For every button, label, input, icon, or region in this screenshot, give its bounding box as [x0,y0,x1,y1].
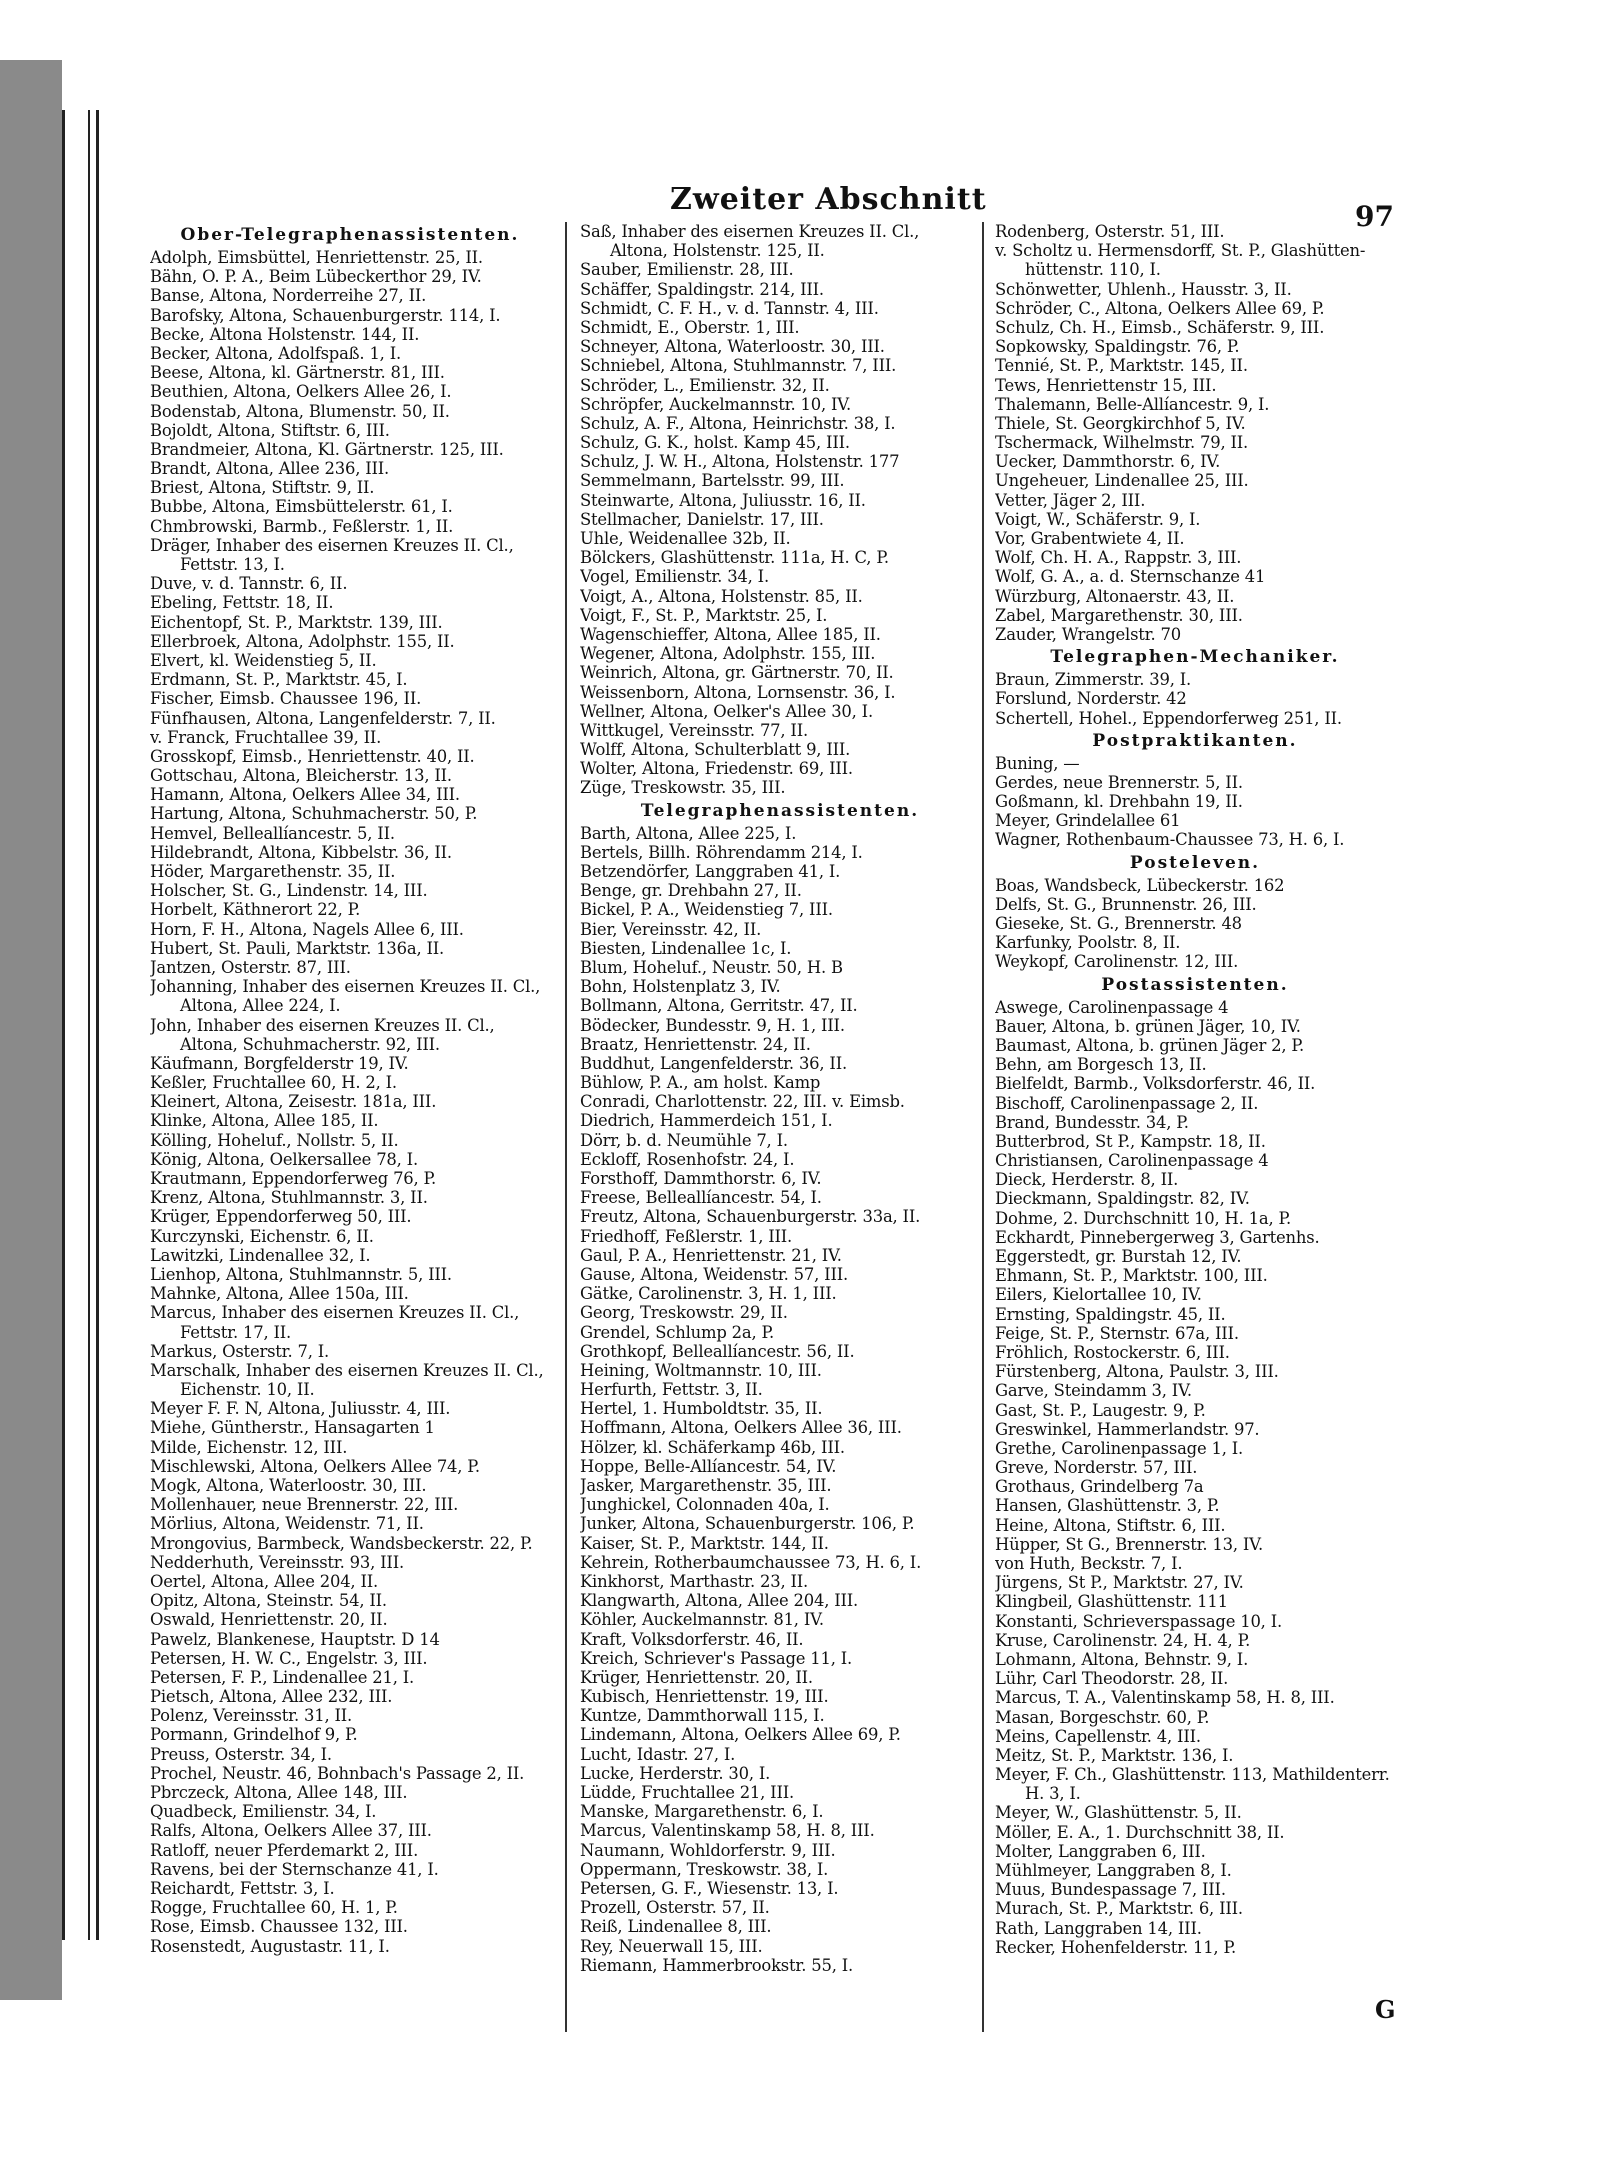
directory-entry: Meitz, St. P., Marktstr. 136, I. [995,1745,1234,1765]
directory-entry: Züge, Treskowstr. 35, III. [580,778,786,798]
directory-entry: Polenz, Vereinsstr. 31, II. [150,1706,353,1726]
directory-entry: Hertel, 1. Humboldtstr. 35, II. [580,1399,823,1419]
directory-entry: Ravens, bei der Sternschanze 41, I. [150,1859,439,1879]
directory-entry: Christiansen, Carolinenpassage 4 [995,1151,1269,1171]
directory-entry: Kreich, Schriever's Passage 11, I. [580,1648,853,1668]
directory-entry: Zauder, Wrangelstr. 70 [995,624,1181,644]
directory-entry: Kaiser, St. P., Marktstr. 144, II. [580,1533,829,1553]
directory-entry: Gast, St. P., Laugestr. 9, P. [995,1400,1206,1420]
directory-entry: v. Scholtz u. Hermensdorff, St. P., Glashütten- [995,241,1366,261]
directory-column-2 [580,222,980,1975]
directory-entry: Braun, Zimmerstr. 39, I. [995,670,1192,690]
page-title: Zweiter Abschnitt [670,182,987,217]
directory-entry: Eilers, Kielortallee 10, IV. [995,1285,1202,1305]
directory-entry: Mühlmeyer, Langgraben 8, I. [995,1861,1232,1880]
directory-entry: Bodenstab, Altona, Blumenstr. 50, II. [150,401,450,421]
directory-entry: Wolff, Altona, Schulterblatt 9, III. [580,740,851,760]
directory-entry: Markus, Osterstr. 7, I. [150,1341,330,1361]
directory-entry: Wagenschieffer, Altona, Allee 185, II. [580,624,881,644]
directory-entry: Klangwarth, Altona, Allee 204, III. [580,1591,859,1611]
directory-entry: Fürstenberg, Altona, Paulstr. 3, III. [995,1362,1279,1382]
directory-entry: Ehmann, St. P., Marktstr. 100, III. [995,1266,1268,1286]
section-heading: Postassistenten. [1101,974,1289,995]
directory-entry: Schertell, Hohel., Eppendorferweg 251, II. [995,708,1342,728]
directory-entry: Brand, Bundesstr. 34, P. [995,1112,1189,1132]
directory-entry: Jantzen, Osterstr. 87, III. [150,957,351,977]
directory-entry: Barth, Altona, Allee 225, I. [580,823,797,843]
directory-entry: Horn, F. H., Altona, Nagels Allee 6, III. [150,919,464,939]
directory-entry: Bier, Vereinsstr. 42, II. [580,919,762,939]
directory-entry: König, Altona, Oelkersallee 78, I. [150,1149,418,1169]
directory-entry: Diedrich, Hammerdeich 151, I. [580,1111,833,1131]
directory-entry: Thiele, St. Georgkirchhof 5, IV. [995,413,1246,433]
directory-entry: Delfs, St. G., Brunnenstr. 26, III. [995,894,1257,914]
entry-continuation: Altona, Allee 224, I. [180,996,341,1016]
directory-entry: Gerdes, neue Brennerstr. 5, II. [995,772,1243,792]
directory-entry: Mahnke, Altona, Allee 150a, III. [150,1284,409,1304]
directory-entry: Beuthien, Altona, Oelkers Allee 26, I. [150,382,452,402]
directory-entry: Kuntze, Dammthorwall 115, I. [580,1706,825,1726]
directory-entry: Riemann, Hammerbrookstr. 55, I. [580,1955,854,1975]
directory-entry: Petersen, H. W. C., Engelstr. 3, III. [150,1648,428,1668]
directory-entry: Murach, St. P., Marktstr. 6, III. [995,1899,1243,1919]
directory-entry: Grendel, Schlump 2a, P. [580,1322,774,1342]
directory-entry: Zabel, Margarethenstr. 30, III. [995,605,1243,625]
column-divider [982,222,984,2032]
directory-entry: Hoffmann, Altona, Oelkers Allee 36, III. [580,1418,902,1438]
directory-entry: Beese, Altona, kl. Gärtnerstr. 81, III. [150,363,445,383]
directory-entry: Kleinert, Altona, Zeisestr. 181a, III. [150,1092,437,1112]
directory-entry: Wolf, G. A., a. d. Sternschanze 41 [995,567,1266,587]
directory-entry: Vogel, Emilienstr. 34, I. [580,567,769,587]
directory-entry: Butterbrod, St P., Kampstr. 18, II. [995,1131,1266,1151]
directory-entry: Recker, Hohenfelderstr. 11, P. [995,1937,1236,1957]
directory-entry: Forslund, Norderstr. 42 [995,689,1187,709]
directory-entry: Hemvel, Belleallíancestr. 5, II. [150,823,395,843]
entry-continuation: Altona, Schuhmacherstr. 92, III. [180,1034,440,1054]
directory-entry: Brandt, Altona, Allee 236, III. [150,459,390,479]
directory-entry: Marcus, Inhaber des eisernen Kreuzes II. Cl., [150,1303,520,1323]
directory-entry: Grethe, Carolinenpassage 1, I. [995,1438,1243,1458]
directory-entry: Grosskopf, Eimsb., Henriettenstr. 40, II. [150,746,475,766]
directory-entry: von Huth, Beckstr. 7, I. [995,1554,1183,1573]
directory-entry: Lüdde, Fruchtallee 21, III. [580,1783,795,1802]
directory-entry: v. Franck, Fruchtallee 39, II. [150,727,382,747]
directory-entry: Krüger, Henriettenstr. 20, II. [580,1667,813,1687]
entry-continuation: Fettstr. 13, I. [180,555,285,574]
directory-entry: Schröder, L., Emilienstr. 32, II. [580,375,830,395]
directory-entry: Conradi, Charlottenstr. 22, III. v. Eimsb. [580,1092,905,1112]
directory-entry: Pawelz, Blankenese, Hauptstr. D 14 [150,1629,440,1649]
directory-entry: Dräger, Inhaber des eisernen Kreuzes II. Cl., [150,535,514,555]
directory-entry: Ralfs, Altona, Oelkers Allee 37, III. [150,1821,432,1841]
directory-entry: Rey, Neuerwall 15, III. [580,1936,763,1956]
directory-entry: Schmidt, E., Oberstr. 1, III. [580,317,800,337]
directory-entry: Semmelmann, Bartelsstr. 99, III. [580,471,845,491]
directory-entry: Reichardt, Fettstr. 3, I. [150,1878,335,1898]
directory-entry: Vor, Grabentwiete 4, II. [995,529,1185,548]
page-number: 97 [1355,200,1394,233]
printer-signature-mark: G [1375,1995,1396,2024]
directory-entry: Eggerstedt, gr. Burstah 12, IV. [995,1247,1242,1266]
entry-continuation: hüttenstr. 110, I. [1025,260,1161,280]
directory-entry: Schniebel, Altona, Stuhlmannstr. 7, III. [580,356,897,376]
directory-entry: Bojoldt, Altona, Stiftstr. 6, III. [150,420,390,440]
directory-entry: Friedhoff, Feßlerstr. 1, III. [580,1226,793,1246]
directory-entry: Greve, Norderstr. 57, III. [995,1458,1198,1478]
directory-entry: Fischer, Eimsb. Chaussee 196, II. [150,689,422,709]
directory-entry: Hartung, Altona, Schuhmacherstr. 50, P. [150,804,478,824]
directory-entry: Mogk, Altona, Waterloostr. 30, III. [150,1476,427,1495]
directory-entry: Vetter, Jäger 2, III. [995,490,1146,510]
directory-entry: Opitz, Altona, Steinstr. 54, II. [150,1591,387,1611]
gutter-edge-line [88,110,90,1940]
directory-entry: John, Inhaber des eisernen Kreuzes II. Cl., [150,1015,495,1035]
directory-entry: Bohn, Holstenplatz 3, IV. [580,977,781,997]
directory-entry: Ungeheuer, Lindenallee 25, III. [995,471,1249,491]
directory-entry: Käufmann, Borgfelderstr 19, IV. [150,1053,409,1073]
directory-entry: Hölzer, kl. Schäferkamp 46b, III. [580,1437,845,1457]
directory-entry: Wittkugel, Vereinsstr. 77, II. [580,720,808,740]
column-divider [565,222,567,2032]
directory-entry: Meyer, Grindelallee 61 [995,811,1181,831]
directory-entry: Mrongovius, Barmbeck, Wandsbeckerstr. 22, P. [150,1533,533,1553]
directory-entry: Meyer, W., Glashüttenstr. 5, II. [995,1803,1242,1823]
directory-entry: Briest, Altona, Stiftstr. 9, II. [150,478,375,498]
directory-entry: Schulz, J. W. H., Altona, Holstenstr. 177 [580,452,900,472]
directory-entry: Horbelt, Käthnerort 22, P. [150,900,361,920]
directory-entry: Bischoff, Carolinenpassage 2, II. [995,1093,1259,1113]
directory-entry: Hüpper, St G., Brennerstr. 13, IV. [995,1534,1263,1554]
directory-entry: Miehe, Güntherstr., Hansagarten 1 [150,1418,435,1438]
directory-entry: Dohme, 2. Durchschnitt 10, H. 1a, P. [995,1208,1292,1228]
directory-entry: Uhle, Weidenallee 32b, II. [580,529,791,548]
directory-entry: Sauber, Emilienstr. 28, III. [580,260,794,280]
directory-entry: Herfurth, Fettstr. 3, II. [580,1380,763,1400]
directory-entry: Becke, Altona Holstenstr. 144, II. [150,324,420,344]
entry-continuation: H. 3, I. [1025,1784,1081,1804]
directory-entry: Jasker, Margarethenstr. 35, III. [580,1476,832,1495]
directory-entry: Wagner, Rothenbaum-Chaussee 73, H. 6, I. [995,830,1345,850]
directory-entry: Baumast, Altona, b. grünen Jäger 2, P. [995,1035,1304,1055]
directory-entry: Schröder, C., Altona, Oelkers Allee 69, P. [995,298,1325,318]
directory-entry: Krenz, Altona, Stuhlmannstr. 3, II. [150,1188,428,1208]
directory-entry: Lucke, Herderstr. 30, I. [580,1763,771,1783]
directory-entry: Tews, Henriettenstr 15, III. [995,375,1217,395]
directory-entry: Wolf, Ch. H. A., Rappstr. 3, III. [995,548,1242,568]
directory-entry: Rosenstedt, Augustastr. 11, I. [150,1936,390,1956]
directory-entry: Bickel, P. A., Weidenstieg 7, III. [580,900,833,920]
directory-entry: Lindemann, Altona, Oelkers Allee 69, P. [580,1725,901,1745]
directory-entry: Lohmann, Altona, Behnstr. 9, I. [995,1649,1249,1669]
directory-entry: Kinkhorst, Marthastr. 23, II. [580,1571,809,1591]
directory-entry: Hildebrandt, Altona, Kibbelstr. 36, II. [150,842,452,862]
directory-entry: Rogge, Fruchtallee 60, H. 1, P. [150,1898,398,1918]
directory-entry: Oppermann, Treskowstr. 38, I. [580,1859,829,1879]
directory-entry: Chmbrowski, Barmb., Feßlerstr. 1, II. [150,516,454,536]
directory-entry: Junghickel, Colonnaden 40a, I. [580,1495,830,1515]
directory-entry: Voigt, A., Altona, Holstenstr. 85, II. [580,586,863,606]
directory-entry: Tennié, St. P., Marktstr. 145, II. [995,356,1248,376]
directory-entry: Kurczynski, Eichenstr. 6, II. [150,1226,374,1246]
directory-entry: Schröpfer, Auckelmannstr. 10, IV. [580,394,852,414]
directory-entry: Oswald, Henriettenstr. 20, II. [150,1610,388,1630]
directory-entry: Kruse, Carolinenstr. 24, H. 4, P. [995,1630,1251,1650]
directory-entry: Sopkowsky, Spaldingstr. 76, P. [995,337,1240,357]
directory-entry: Rath, Langgraben 14, III. [995,1918,1202,1938]
directory-entry: Krautmann, Eppendorferweg 76, P. [150,1169,437,1188]
directory-entry: Molter, Langgraben 6, III. [995,1841,1206,1861]
directory-entry: Hoppe, Belle-Allíancestr. 54, IV. [580,1456,837,1476]
directory-entry: Schmidt, C. F. H., v. d. Tannstr. 4, III. [580,298,879,318]
directory-entry: Lucht, Idastr. 27, I. [580,1744,736,1764]
directory-entry: Marcus, Valentinskamp 58, H. 8, III. [580,1821,875,1841]
directory-entry: Fröhlich, Rostockerstr. 6, III. [995,1342,1230,1362]
directory-page [150,170,1400,2070]
directory-entry: Ebeling, Fettstr. 18, II. [150,593,334,613]
directory-entry: Mollenhauer, neue Brennerstr. 22, III. [150,1495,459,1515]
directory-entry: Wolter, Altona, Friedenstr. 69, III. [580,759,853,779]
directory-entry: Blum, Hoheluf., Neustr. 50, H. B [580,957,843,977]
directory-entry: Goßmann, kl. Drehbahn 19, II. [995,792,1243,812]
directory-entry: Hansen, Glashüttenstr. 3, P. [995,1496,1220,1516]
directory-entry: Meyer, F. Ch., Glashüttenstr. 113, Mathildenterr. [995,1765,1390,1785]
directory-entry: Uecker, Dammthorstr. 6, IV. [995,452,1221,472]
directory-entry: Bertels, Billh. Röhrendamm 214, I. [580,842,863,862]
directory-entry: Kehrein, Rotherbaumchaussee 73, H. 6, I. [580,1552,922,1572]
directory-entry: Nedderhuth, Vereinsstr. 93, III. [150,1552,404,1572]
directory-entry: Bähn, O. P. A., Beim Lübeckerthor 29, IV. [150,267,482,287]
directory-entry: Benge, gr. Drehbahn 27, II. [580,881,802,901]
directory-entry: Pbrczeck, Altona, Allee 148, III. [150,1783,408,1802]
directory-column-3 [995,222,1395,1957]
directory-entry: Heining, Woltmannstr. 10, III. [580,1360,822,1380]
directory-entry: Bauer, Altona, b. grünen Jäger, 10, IV. [995,1016,1301,1036]
directory-entry: Voigt, W., Schäferstr. 9, I. [995,509,1201,529]
directory-entry: Banse, Altona, Norderreihe 27, II. [150,286,427,306]
directory-entry: Lühr, Carl Theodorstr. 28, II. [995,1669,1229,1689]
directory-entry: Aswege, Carolinenpassage 4 [995,997,1229,1017]
directory-entry: Mischlewski, Altona, Oelkers Allee 74, P. [150,1456,480,1476]
directory-entry: Becker, Altona, Adolfspaß. 1, I. [150,343,401,363]
section-heading: Telegraphen-Mechaniker. [1050,647,1340,668]
directory-entry: Freese, Belleallíancestr. 54, I. [580,1188,822,1208]
directory-entry: Eckloff, Rosenhofstr. 24, I. [580,1149,795,1169]
directory-entry: Braatz, Henriettenstr. 24, II. [580,1034,811,1054]
directory-entry: Weinrich, Altona, gr. Gärtnerstr. 70, II. [580,663,894,683]
directory-entry: Petersen, F. P., Lindenallee 21, I. [150,1667,415,1687]
directory-entry: Kraft, Volksdorferstr. 46, II. [580,1629,804,1649]
directory-entry: Buddhut, Langenfelderstr. 36, II. [580,1053,847,1073]
directory-entry: Eckhardt, Pinnebergerweg 3, Gartenhs. [995,1227,1320,1247]
directory-entry: Krüger, Eppendorferweg 50, III. [150,1207,412,1227]
entry-continuation: Fettstr. 17, II. [180,1322,292,1342]
directory-entry: Klingbeil, Glashüttenstr. 111 [995,1592,1228,1612]
directory-entry: Tschermack, Wilhelmstr. 79, II. [995,433,1249,453]
directory-entry: Muus, Bundespassage 7, III. [995,1880,1226,1900]
directory-entry: Schneyer, Altona, Waterloostr. 30, III. [580,337,885,357]
directory-entry: Grothaus, Grindelberg 7a [995,1477,1204,1497]
directory-entry: Gieseke, St. G., Brennerstr. 48 [995,914,1242,933]
directory-entry: Grothkopf, Belleallíancestr. 56, II. [580,1341,855,1361]
directory-entry: Bölckers, Glashüttenstr. 111a, H. C, P. [580,548,889,568]
directory-entry: Bühlow, P. A., am holst. Kamp [580,1073,821,1093]
directory-entry: Elvert, kl. Weidenstieg 5, II. [150,650,377,670]
directory-entry: Garve, Steindamm 3, IV. [995,1381,1192,1401]
directory-entry: Buning, — [995,753,1080,773]
directory-entry: Würzburg, Altonaerstr. 43, II. [995,586,1235,606]
directory-entry: Marcus, T. A., Valentinskamp 58, H. 8, III. [995,1688,1335,1708]
binding-gutter [0,60,62,2000]
directory-entry: Bödecker, Bundesstr. 9, H. 1, III. [580,1015,845,1035]
directory-entry: Mörlius, Altona, Weidenstr. 71, II. [150,1514,424,1534]
directory-entry: Saß, Inhaber des eisernen Kreuzes II. Cl., [580,222,920,241]
directory-entry: Konstanti, Schrieverspassage 10, I. [995,1611,1282,1631]
directory-entry: Gaul, P. A., Henriettenstr. 21, IV. [580,1245,842,1265]
directory-entry: Dörr, b. d. Neumühle 7, I. [580,1130,788,1150]
directory-entry: Bubbe, Altona, Eimsbüttelerstr. 61, I. [150,497,453,517]
directory-entry: Milde, Eichenstr. 12, III. [150,1437,348,1457]
directory-entry: Masan, Borgeschstr. 60, P. [995,1707,1210,1727]
directory-entry: Schäffer, Spaldingstr. 214, III. [580,279,824,299]
directory-entry: Bollmann, Altona, Gerritstr. 47, II. [580,996,858,1016]
directory-entry: Stellmacher, Danielstr. 17, III. [580,509,824,529]
directory-entry: Feige, St. P., Sternstr. 67a, III. [995,1323,1239,1343]
directory-entry: Marschalk, Inhaber des eisernen Kreuzes II. Cl., [150,1360,544,1380]
directory-entry: Keßler, Fruchtallee 60, H. 2, I. [150,1073,397,1093]
directory-entry: Heine, Altona, Stiftstr. 6, III. [995,1515,1226,1535]
directory-entry: Betzendörfer, Langgraben 41, I. [580,862,841,881]
directory-column-1 [150,222,550,1956]
gutter-edge-line [62,110,65,1940]
directory-entry: Meins, Capellenstr. 4, III. [995,1726,1201,1746]
directory-entry: Oertel, Altona, Allee 204, II. [150,1571,378,1591]
gutter-edge-line [96,110,99,1940]
directory-entry: Schulz, Ch. H., Eimsb., Schäferstr. 9, III. [995,317,1325,337]
directory-entry: Kölling, Hoheluf., Nollstr. 5, II. [150,1130,399,1150]
directory-entry: Eichentopf, St. P., Marktstr. 139, III. [150,612,443,632]
directory-entry: Möller, E. A., 1. Durchschnitt 38, II. [995,1822,1285,1842]
directory-entry: Gottschau, Altona, Bleicherstr. 13, II. [150,766,452,786]
directory-entry: Petersen, G. F., Wiesenstr. 13, I. [580,1878,839,1898]
directory-entry: Duve, v. d. Tannstr. 6, II. [150,574,348,594]
section-heading: Postpraktikanten. [1092,730,1298,751]
directory-entry: Gätke, Carolinenstr. 3, H. 1, III. [580,1284,837,1304]
directory-entry: Dieck, Herderstr. 8, II. [995,1170,1179,1190]
entry-continuation: Altona, Holstenstr. 125, II. [610,241,825,261]
directory-entry: Rodenberg, Osterstr. 51, III. [995,222,1225,241]
directory-entry: Ernsting, Spaldingstr. 45, II. [995,1304,1226,1324]
directory-entry: Junker, Altona, Schauenburgerstr. 106, P. [580,1514,915,1534]
directory-entry: Meyer F. F. N, Altona, Juliusstr. 4, III. [150,1399,451,1419]
directory-entry: Adolph, Eimsbüttel, Henriettenstr. 25, II. [150,248,483,267]
directory-entry: Ellerbroek, Altona, Adolphstr. 155, II. [150,631,455,651]
directory-entry: Pormann, Grindelhof 9, P. [150,1725,358,1745]
section-heading: Ober-Telegraphenassistenten. [180,225,520,245]
directory-entry: Steinwarte, Altona, Juliusstr. 16, II. [580,490,866,510]
directory-entry: Behn, am Borgesch 13, II. [995,1055,1207,1075]
directory-entry: Kubisch, Henriettenstr. 19, III. [580,1687,829,1707]
directory-entry: Forsthoff, Dammthorstr. 6, IV. [580,1169,822,1188]
directory-entry: Lienhop, Altona, Stuhlmannstr. 5, III. [150,1264,452,1284]
directory-entry: Schönwetter, Uhlenh., Hausstr. 3, II. [995,279,1292,299]
directory-entry: Manske, Margarethenstr. 6, I. [580,1802,824,1822]
directory-entry: Reiß, Lindenallee 8, III. [580,1917,772,1937]
directory-entry: Fünfhausen, Altona, Langenfelderstr. 7, II. [150,708,496,728]
directory-entry: Biesten, Lindenallee 1c, I. [580,938,792,958]
directory-entry: Höder, Margarethenstr. 35, II. [150,862,396,881]
directory-entry: Weykopf, Carolinenstr. 12, III. [995,952,1239,972]
directory-entry: Preuss, Osterstr. 34, I. [150,1744,332,1764]
directory-entry: Bielfeldt, Barmb., Volksdorferstr. 46, II. [995,1074,1316,1094]
directory-entry: Weissenborn, Altona, Lornsenstr. 36, I. [580,682,896,702]
directory-entry: Klinke, Altona, Allee 185, II. [150,1111,379,1131]
directory-entry: Thalemann, Belle-Allíancestr. 9, I. [995,394,1270,414]
directory-entry: Rose, Eimsb. Chaussee 132, III. [150,1917,408,1937]
entry-continuation: Eichenstr. 10, II. [180,1380,315,1400]
directory-entry: Freutz, Altona, Schauenburgerstr. 33a, II. [580,1207,921,1227]
directory-entry: Lawitzki, Lindenallee 32, I. [150,1245,371,1265]
directory-entry: Schulz, G. K., holst. Kamp 45, III. [580,433,850,453]
directory-entry: Köhler, Auckelmannstr. 81, IV. [580,1610,824,1630]
directory-entry: Holscher, St. G., Lindenstr. 14, III. [150,881,428,901]
directory-entry: Boas, Wandsbeck, Lübeckerstr. 162 [995,875,1285,895]
section-heading: Posteleven. [1129,852,1261,873]
directory-entry: Ratloff, neuer Pferdemarkt 2, III. [150,1840,419,1860]
directory-entry: Dieckmann, Spaldingstr. 82, IV. [995,1189,1250,1209]
directory-entry: Wegener, Altona, Adolphstr. 155, III. [580,644,876,664]
directory-entry: Pietsch, Altona, Allee 232, III. [150,1687,393,1707]
directory-entry: Gause, Altona, Weidenstr. 57, III. [580,1264,848,1284]
directory-entry: Prozell, Osterstr. 57, II. [580,1898,770,1918]
directory-entry: Georg, Treskowstr. 29, II. [580,1303,788,1323]
section-heading: Telegraphenassistenten. [640,800,920,821]
directory-entry: Schulz, A. F., Altona, Heinrichstr. 38, I. [580,413,896,433]
directory-entry: Hamann, Altona, Oelkers Allee 34, III. [150,785,460,805]
directory-entry: Quadbeck, Emilienstr. 34, I. [150,1802,377,1822]
directory-entry: Wellner, Altona, Oelker's Allee 30, I. [580,701,873,721]
directory-entry: Karfunky, Poolstr. 8, II. [995,933,1181,953]
directory-entry: Jürgens, St P., Marktstr. 27, IV. [995,1573,1244,1593]
directory-entry: Brandmeier, Altona, Kl. Gärtnerstr. 125, III. [150,439,504,459]
directory-entry: Greswinkel, Hammerlandstr. 97. [995,1419,1260,1439]
directory-entry: Erdmann, St. P., Marktstr. 45, I. [150,670,408,690]
directory-entry: Naumann, Wohldorferstr. 9, III. [580,1840,836,1860]
directory-entry: Prochel, Neustr. 46, Bohnbach's Passage 2, II. [150,1763,525,1783]
directory-entry: Hubert, St. Pauli, Marktstr. 136a, II. [150,938,445,958]
directory-entry: Barofsky, Altona, Schauenburgerstr. 114, I. [150,305,501,325]
directory-entry: Johanning, Inhaber des eisernen Kreuzes II. Cl., [150,977,541,997]
directory-entry: Voigt, F., St. P., Marktstr. 25, I. [580,605,828,625]
